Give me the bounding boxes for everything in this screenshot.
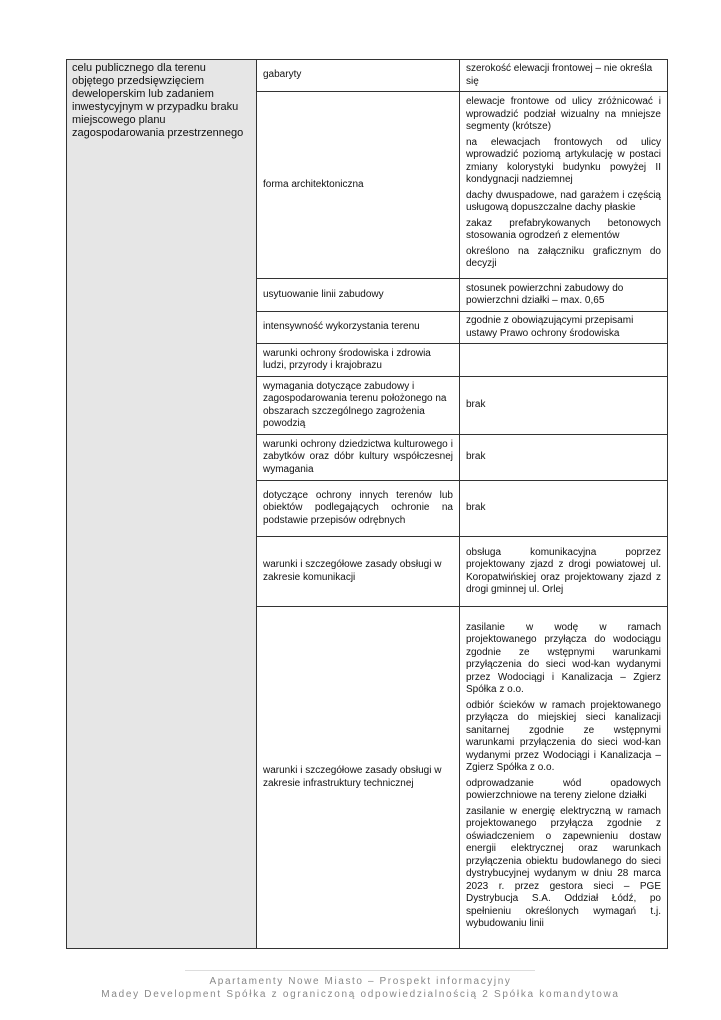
row-label-dziedzictwo: warunki ochrony dziedzictwa kulturowego i zabytków oraz dóbr kultury współczesnej wymagania: [257, 435, 460, 481]
value-text: zasilanie w wodę w ramach projektowanego przyłącza do wodociągu zgodnie ze wstępnymi warunkami przyłączenia do sieci wod-kan wydanymi przez Wodociągi i Kanalizacja – Zgierz Spółka z o.o.: [466, 621, 661, 695]
footer-divider: [185, 970, 535, 971]
footer-company: Madey Development Spółka z ograniczoną odpowiedzialnością 2 Spółka komandytowa: [101, 989, 620, 1000]
row-value-gabaryty: [460, 60, 668, 92]
row-label-ochrona: dotyczące ochrony innych terenów lub obiektów podlegających ochronie na podstawie przepisów odrębnych: [257, 481, 460, 537]
row-label-srodowisko: warunki ochrony środowiska i zdrowia ludzi, przyrody i krajobrazu: [257, 344, 460, 377]
row-label-intensywnosc: intensywność wykorzystania terenu: [257, 312, 460, 344]
row-value-komunikacja: obsługa komunikacyjna poprzez projektowany zjazd z drogi powiatowej ul. Koropatwińskiej oraz projektowany zjazd z drogi gminnej ul. Orlej: [460, 537, 668, 607]
row-value-ochrona: brak: [460, 481, 668, 537]
value-text: szerokość elewacji frontowej – nie określa się: [466, 63, 653, 87]
value-text: określono na załączniku graficznym do decyzji: [466, 245, 661, 270]
value-text: zakaz prefabrykowanych betonowych stosowania ogrodzeń z elementów: [466, 217, 661, 242]
row-value-forma: [460, 92, 668, 279]
row-label-gabaryty: gabaryty: [257, 60, 460, 92]
row-value-intensywnosc: zgodnie z obowiązującymi przepisami ustawy Prawo ochrony środowiska: [460, 312, 668, 344]
row-label-usytuowanie: usytuowanie linii zabudowy: [257, 279, 460, 312]
row-value-dziedzictwo: brak: [460, 435, 668, 481]
footer-title: Apartamenty Nowe Miasto – Prospekt informacyjny: [209, 976, 512, 987]
row-label-forma: forma architektoniczna: [257, 92, 460, 279]
row-value-usytuowanie: stosunek powierzchni zabudowy do powierzchni działki – max. 0,65: [460, 279, 668, 312]
conditions-table: [66, 59, 668, 949]
row-label-infrastruktura: warunki i szczegółowe zasady obsługi w zakresie infrastruktury technicznej: [257, 607, 460, 949]
value-text: dachy dwuspadowe, nad garażem i częścią usługową dopuszczalne dachy płaskie: [466, 189, 661, 214]
row-value-srodowisko: [460, 344, 668, 377]
value-text: elewacje frontowe od ulicy zróżnicować i wprowadzić podział wizualny na mniejsze segmenty (krótsze): [466, 96, 661, 133]
left-cell: celu publicznego dla terenu objętego przedsięwzięciem deweloperskim lub zadaniem inwestycyjnym w przypadku braku miejscowego planu zagospodarowania przestrzennego: [67, 60, 257, 949]
value-text: na elewacjach frontowych od ulicy wprowadzić poziomą artykulację w postaci zmiany kolorystyki budynku powyżej II kondygnacji nadziemnej: [466, 136, 661, 186]
row-value-powodz: brak: [460, 377, 668, 435]
value-text: zasilanie w energię elektryczną w ramach projektowanego przyłącza zgodnie z oświadczeniem o zapewnieniu dostaw energii elektrycznej oraz warunkach przyłączenia obiektu budowlanego do sieci dystrybucyjnej wydanym w dniu 28 marca 2023 r. przez gestora sieci – PGE Dystrybucja S.A. Oddział Łódź, po spełnieniu określonych wymagań t.j. wybudowaniu linii: [466, 805, 661, 929]
row-label-komunikacja: warunki i szczegółowe zasady obsługi w zakresie komunikacji: [257, 537, 460, 607]
row-value-infrastruktura: [460, 607, 668, 949]
value-text: odbiór ścieków w ramach projektowanego przyłącza do miejskiej sieci kanalizacji sanitarnej zgodnie ze wstępnymi warunkami przyłączenia do sieci wod-kan wydanymi przez Wodociągi i Kanalizacja – Zgierz Spółka z o.o.: [466, 699, 661, 773]
value-text: odprowadzanie wód opadowych powierzchniowe na tereny zielone działki: [466, 777, 661, 801]
row-label-powodz: wymagania dotyczące zabudowy i zagospodarowania terenu położonego na obszarach szczególnego zagrożenia powodzią: [257, 377, 460, 435]
